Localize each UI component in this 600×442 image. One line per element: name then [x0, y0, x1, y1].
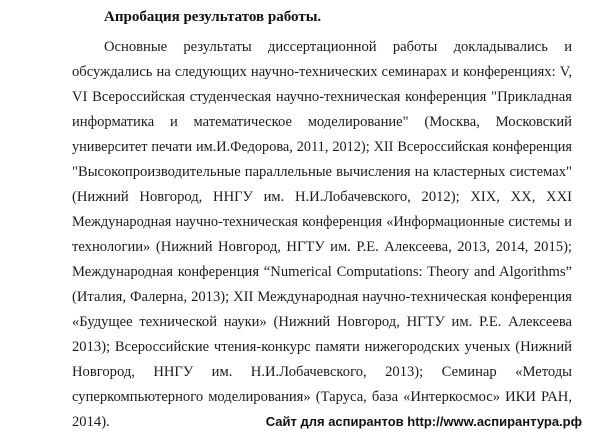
site-watermark-text: Сайт для аспирантов http://www.аспирантура.рф — [265, 414, 582, 429]
paragraph-line: технологии» (Нижний Новгород, НГТУ им. Р.Е. Алексеева, 2013, 2014, 2015); — [72, 239, 572, 255]
paragraph-line: (Нижний Новгород, ННГУ им. Н.И.Лобачевского, 2012); XIX, XX, XXI — [72, 189, 572, 205]
paragraph-line: 2013); Всероссийские чтения-конкурс памяти нижегородских ученых (Нижний — [72, 339, 572, 355]
paragraph-line: Международная научно-техническая конференция «Информационные системы и — [72, 214, 572, 230]
paragraph-line: «Будущее технической науки» (Нижний Новгород, НГТУ им. Р.Е. Алексеева — [72, 314, 572, 330]
paragraph-line: VI Всероссийская студенческая научно-техническая конференция "Прикладная — [72, 89, 572, 105]
paragraph-line: Основные результаты диссертационной работы докладывались и — [104, 39, 572, 55]
paragraph-line: Международная конференция “Numerical Computations: Theory and Algorithms” — [72, 264, 572, 280]
paragraph-line: Новгород, ННГУ им. Н.И.Лобачевского, 2013); Семинар «Методы — [72, 364, 572, 380]
paragraph-line: "Высокопроизводительные параллельные вычисления на кластерных системах" — [72, 164, 572, 180]
paragraph-line: (Италия, Фалерна, 2013); XII Международная научно-техническая конференция — [72, 289, 572, 305]
paragraph-line: 2014). — [72, 414, 110, 430]
paragraph-line: информатика и математическое моделирование" (Москва, Московский — [72, 114, 572, 130]
paragraph-line: суперкомпьютерного моделирования» (Таруса, база «Интеркосмос» ИКИ РАН, — [72, 389, 572, 405]
paragraph-line: университет печати им.И.Федорова, 2011, 2012); XII Всероссийская конференция — [72, 139, 572, 155]
section-heading: Апробация результатов работы. — [104, 9, 322, 25]
paragraph-line: обсуждались на следующих научно-технических семинарах и конференциях: V, — [72, 64, 572, 80]
